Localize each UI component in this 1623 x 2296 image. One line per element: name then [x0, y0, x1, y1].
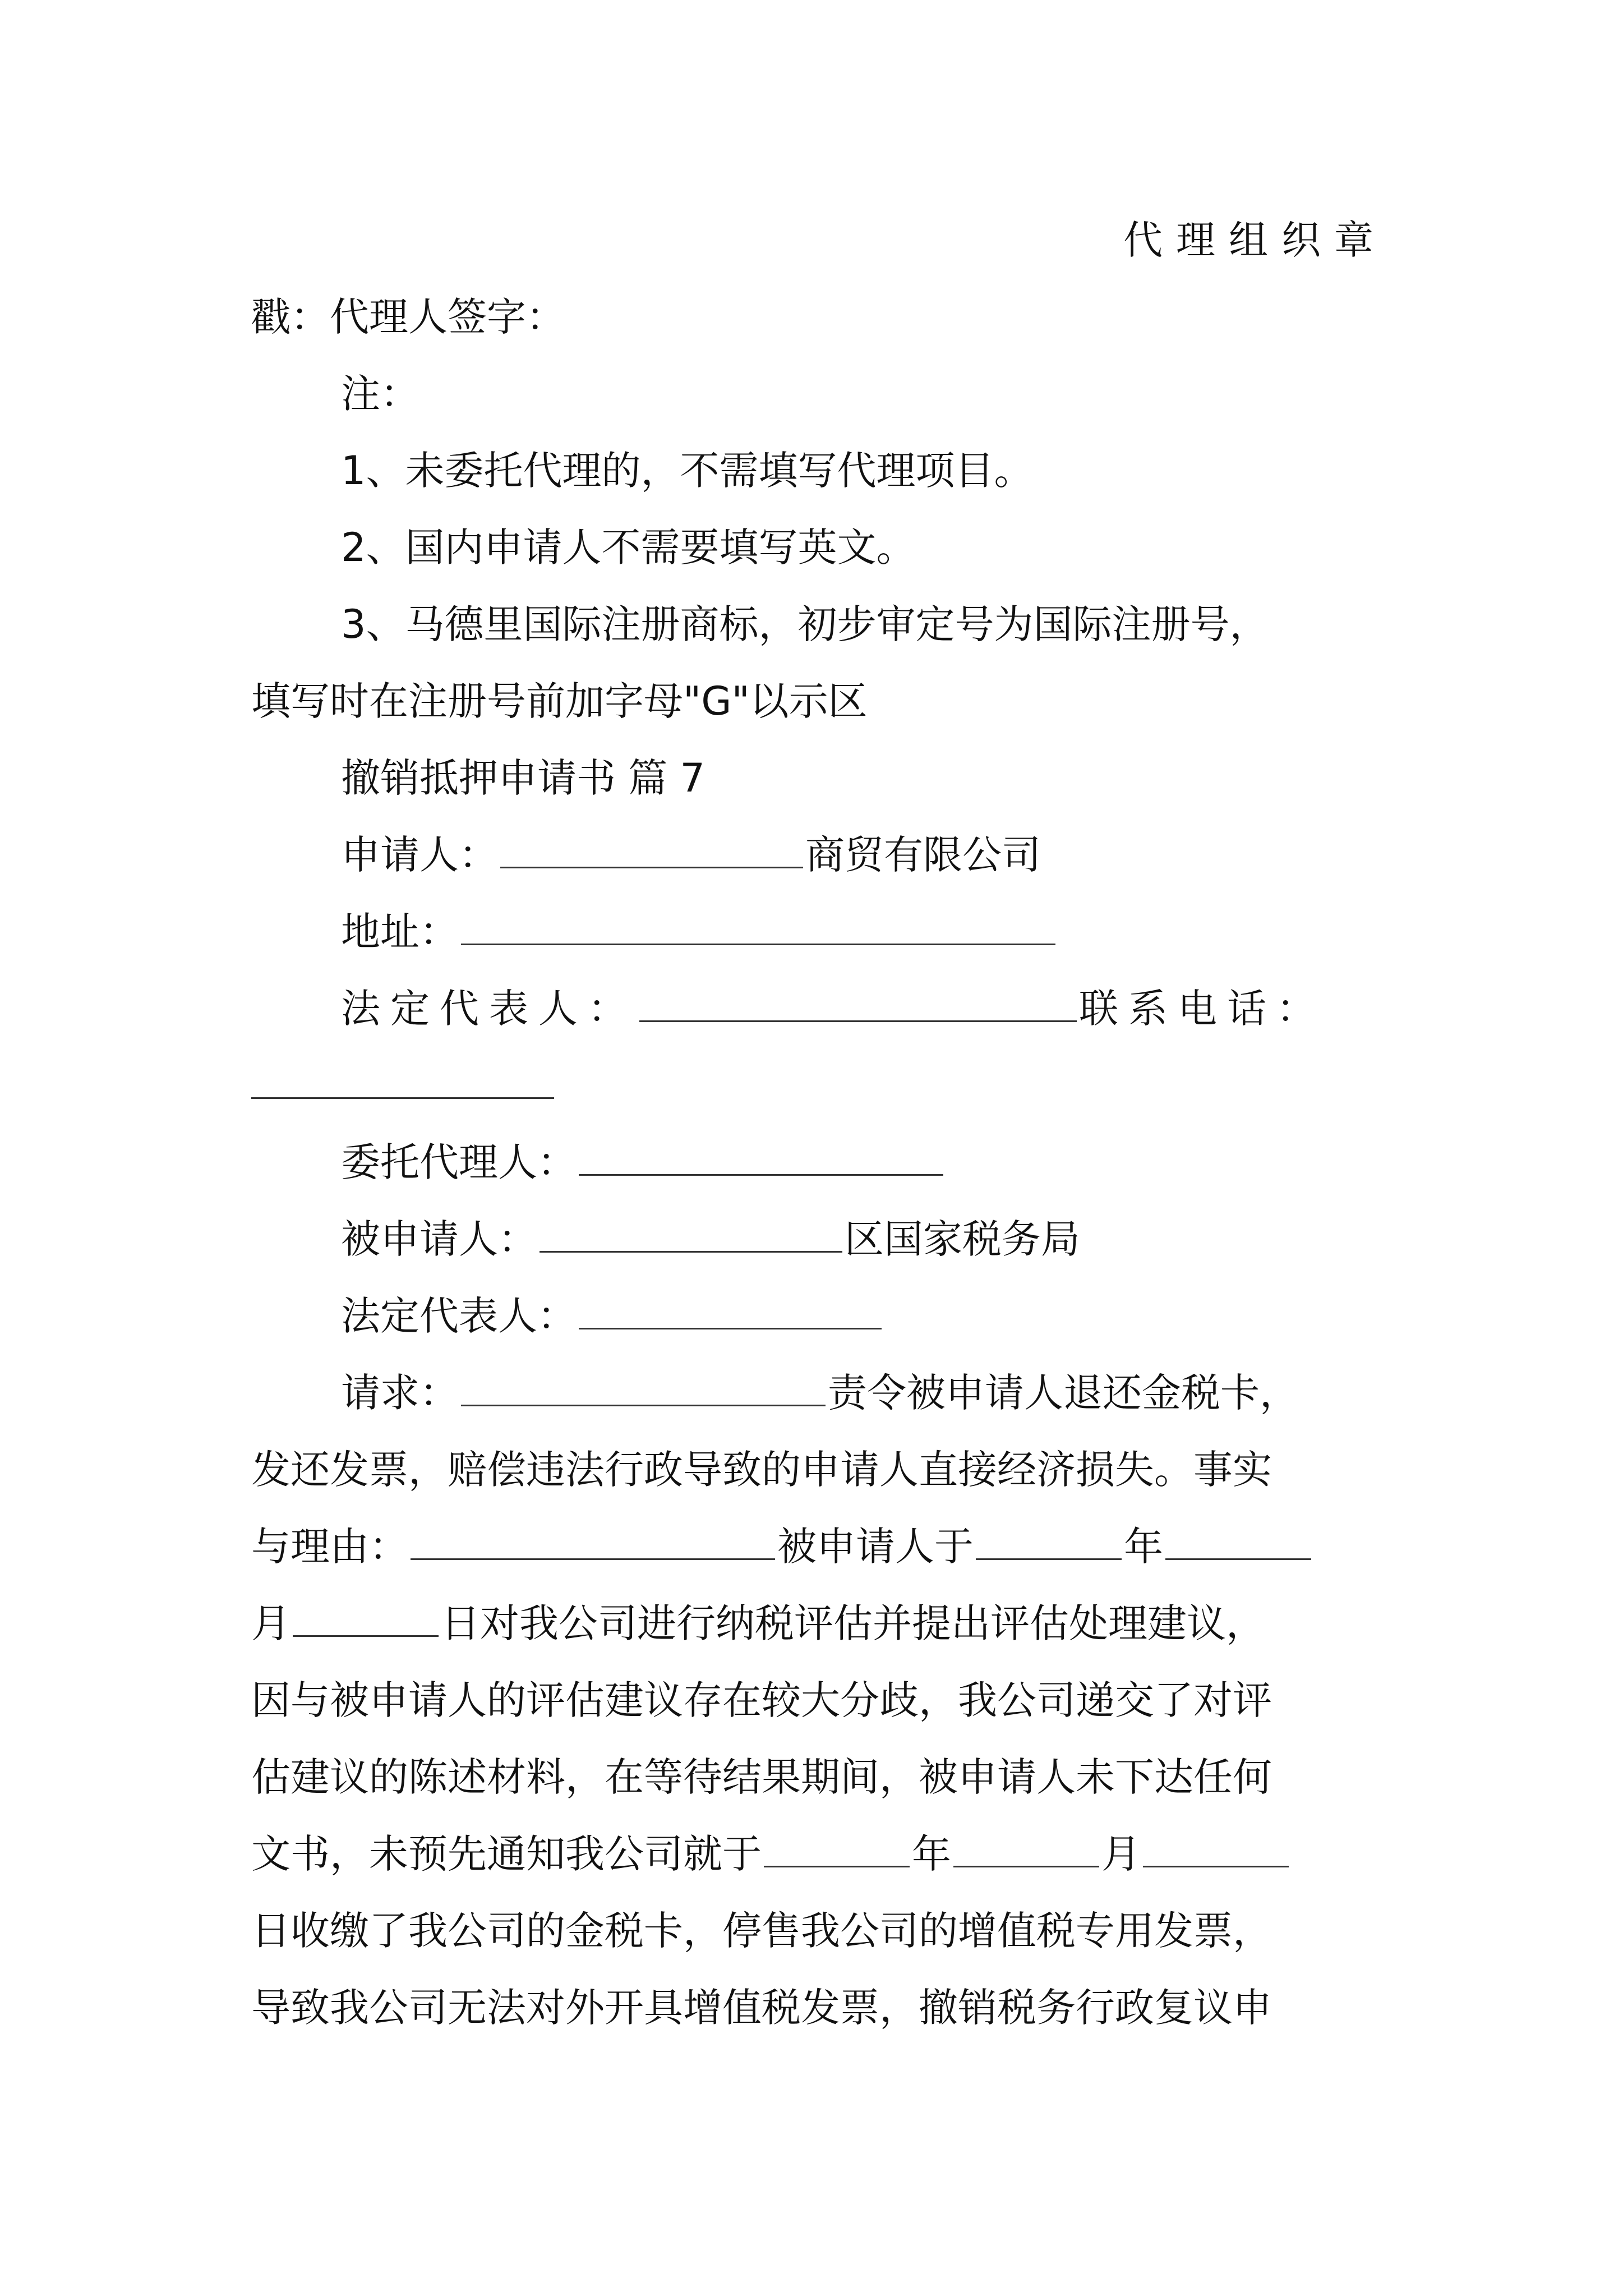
- request-line: [341, 1359, 1387, 1427]
- applicant-blank: [500, 832, 803, 868]
- day-label-1: 日: [441, 1600, 480, 1646]
- assessment-text: 对我公司进行纳税评估并提出评估处理建议，: [480, 1600, 1265, 1646]
- note-item-1: 1、未委托代理的，不需填写代理项目。: [341, 448, 1034, 494]
- month-blank-1: [1165, 1524, 1311, 1560]
- paragraph-line-5: 估建议的陈述材料，在等待结果期间，被申请人未下达任何: [251, 1754, 1272, 1800]
- notice-text: 文书，未预先通知我公司就于: [251, 1831, 762, 1877]
- year-label-2: 年: [912, 1831, 951, 1877]
- request-text: 责令被申请人退还金税卡，: [828, 1370, 1299, 1416]
- paragraph-line-1: 发还发票，赔偿违法行政导致的申请人直接经济损失。事实: [251, 1447, 1272, 1493]
- note-heading: 注：: [341, 371, 419, 417]
- applicant-label: 申请人：: [341, 832, 498, 878]
- note-item-3-continued: 填写时在注册号前加字母"G"以示区: [251, 678, 868, 724]
- seal-line: 代理组织章: [1123, 217, 1387, 263]
- paragraph-line-6: [251, 1820, 1387, 1888]
- respondent-suffix: 区国家税务局: [845, 1216, 1080, 1262]
- respondent-label: 被申请人：: [341, 1216, 537, 1262]
- legal-rep-label: 法定代表人：: [341, 986, 637, 1032]
- day-blank-2: [1143, 1831, 1289, 1867]
- year-label-1: 年: [1124, 1524, 1163, 1570]
- address-label: 地址：: [341, 909, 459, 955]
- agent-label: 委托代理人：: [341, 1139, 577, 1185]
- request-label: 请求：: [341, 1370, 459, 1416]
- paragraph-line-8: 导致我公司无法对外开具增值税发票，撤销税务行政复议申: [251, 1985, 1272, 2031]
- phone-blank-line: [251, 1052, 1387, 1119]
- respondent-on-text: 被申请人于: [777, 1524, 974, 1570]
- section-title: 撤销抵押申请书 篇 7: [341, 755, 706, 801]
- legal-rep-blank: [639, 986, 1077, 1022]
- facts-label: 与理由：: [251, 1524, 408, 1570]
- address-line: [341, 898, 1387, 965]
- phone-label: 联系电话：: [1079, 986, 1326, 1032]
- paragraph-line-4: 因与被申请人的评估建议存在较大分歧，我公司递交了对评: [251, 1677, 1272, 1723]
- paragraph-line-2: [251, 1513, 1387, 1580]
- phone-blank: [251, 1062, 554, 1099]
- legal-rep-line: [341, 975, 1387, 1042]
- note-item-3: 3、马德里国际注册商标，初步审定号为国际注册号，: [341, 601, 1269, 647]
- note-item-2: 2、国内申请人不需要填写英文。: [341, 524, 916, 570]
- facts-blank: [411, 1524, 775, 1560]
- respondent-blank: [540, 1216, 842, 1253]
- respondent-line: [341, 1205, 1387, 1273]
- request-blank: [461, 1370, 826, 1406]
- day-label-2: 日: [251, 1908, 291, 1954]
- agent-blank: [579, 1139, 943, 1176]
- month-label-1: 月: [251, 1600, 291, 1646]
- applicant-line: [341, 821, 1387, 889]
- applicant-suffix: 商贸有限公司: [805, 832, 1041, 878]
- respondent-rep-label: 法定代表人：: [341, 1293, 577, 1339]
- year-blank-1: [976, 1524, 1122, 1560]
- seizure-text: 收缴了我公司的金税卡，停售我公司的增值税专用发票，: [291, 1908, 1272, 1954]
- address-blank: [461, 909, 1055, 945]
- respondent-rep-line: [341, 1282, 1387, 1350]
- agent-line: [341, 1129, 1387, 1196]
- signature-line: 戳：代理人签字：: [251, 294, 565, 340]
- paragraph-line-7: [251, 1897, 1387, 1964]
- month-label-2: 月: [1101, 1831, 1141, 1877]
- month-blank-2: [953, 1831, 1099, 1867]
- respondent-rep-blank: [579, 1293, 882, 1329]
- year-blank-2: [764, 1831, 910, 1867]
- day-blank-1: [293, 1600, 439, 1637]
- paragraph-line-3: [251, 1590, 1387, 1657]
